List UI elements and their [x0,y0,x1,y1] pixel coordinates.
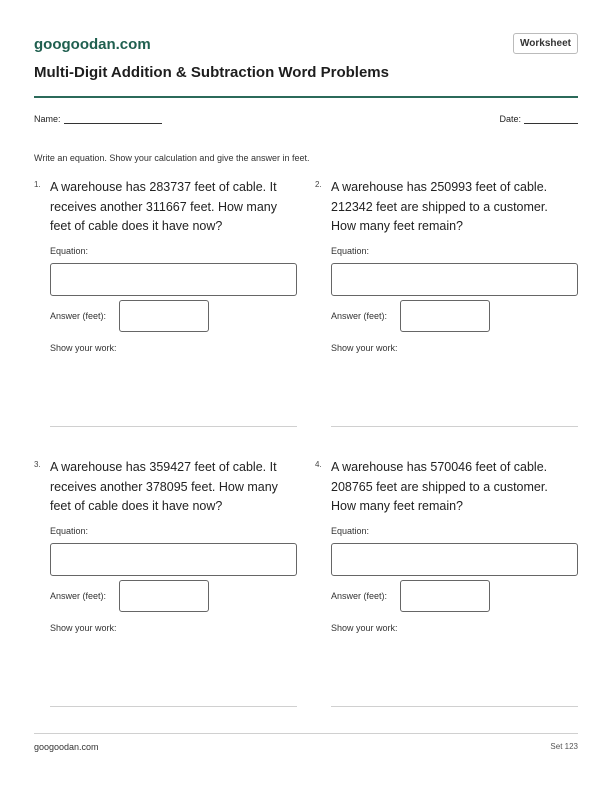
work-label: Show your work: [50,343,117,353]
answer-label: Answer (feet): [50,311,107,321]
equation-input[interactable] [50,263,297,296]
work-label: Show your work: [50,623,117,633]
date-blank[interactable] [524,114,578,124]
name-label: Name: [34,114,61,124]
equation-input[interactable] [50,543,297,576]
title-divider [34,96,578,98]
work-area-divider [331,706,578,707]
answer-label: Answer (feet): [331,591,388,601]
answer-label: Answer (feet): [50,591,107,601]
date-field [499,114,578,124]
work-label: Show your work: [331,623,398,633]
answer-input[interactable] [400,580,490,612]
equation-label: Equation: [331,526,370,536]
name-blank[interactable] [64,114,162,124]
problem-number: 3. [34,460,41,469]
equation-input[interactable] [331,263,578,296]
answer-input[interactable] [119,300,209,332]
work-label: Show your work: [331,343,398,353]
answer-input[interactable] [400,300,490,332]
problem-text: A warehouse has 283737 feet of cable. It receives another 311667 feet. How many feet of cable does it have now? [50,180,277,233]
problem-text: A warehouse has 359427 feet of cable. It receives another 378095 feet. How many feet of cable does it have now? [50,460,278,513]
date-label: Date: [499,114,521,124]
equation-label: Equation: [331,246,370,256]
equation-label: Equation: [50,246,89,256]
problem-number: 4. [315,460,322,469]
work-area-divider [331,426,578,427]
answer-input[interactable] [119,580,209,612]
work-area-divider [50,706,297,707]
footer-divider [34,733,578,734]
answer-label: Answer (feet): [331,311,388,321]
footer-set-number: Set 123 [550,742,578,751]
worksheet-badge: Worksheet [513,33,578,54]
problem-number: 1. [34,180,41,189]
page-title: Multi-Digit Addition & Subtraction Word Problems [34,64,389,81]
name-field [34,114,162,124]
footer-site: googoodan.com [34,742,99,752]
problem-text: A warehouse has 570046 feet of cable. 208765 feet are shipped to a customer. How many feet remain? [331,460,548,513]
instructions: Write an equation. Show your calculation and give the answer in feet. [34,153,310,163]
brand-logo-text: googoodan.com [34,36,151,53]
equation-input[interactable] [331,543,578,576]
equation-label: Equation: [50,526,89,536]
problem-number: 2. [315,180,322,189]
problem-text: A warehouse has 250993 feet of cable. 212342 feet are shipped to a customer. How many feet remain? [331,180,548,233]
work-area-divider [50,426,297,427]
